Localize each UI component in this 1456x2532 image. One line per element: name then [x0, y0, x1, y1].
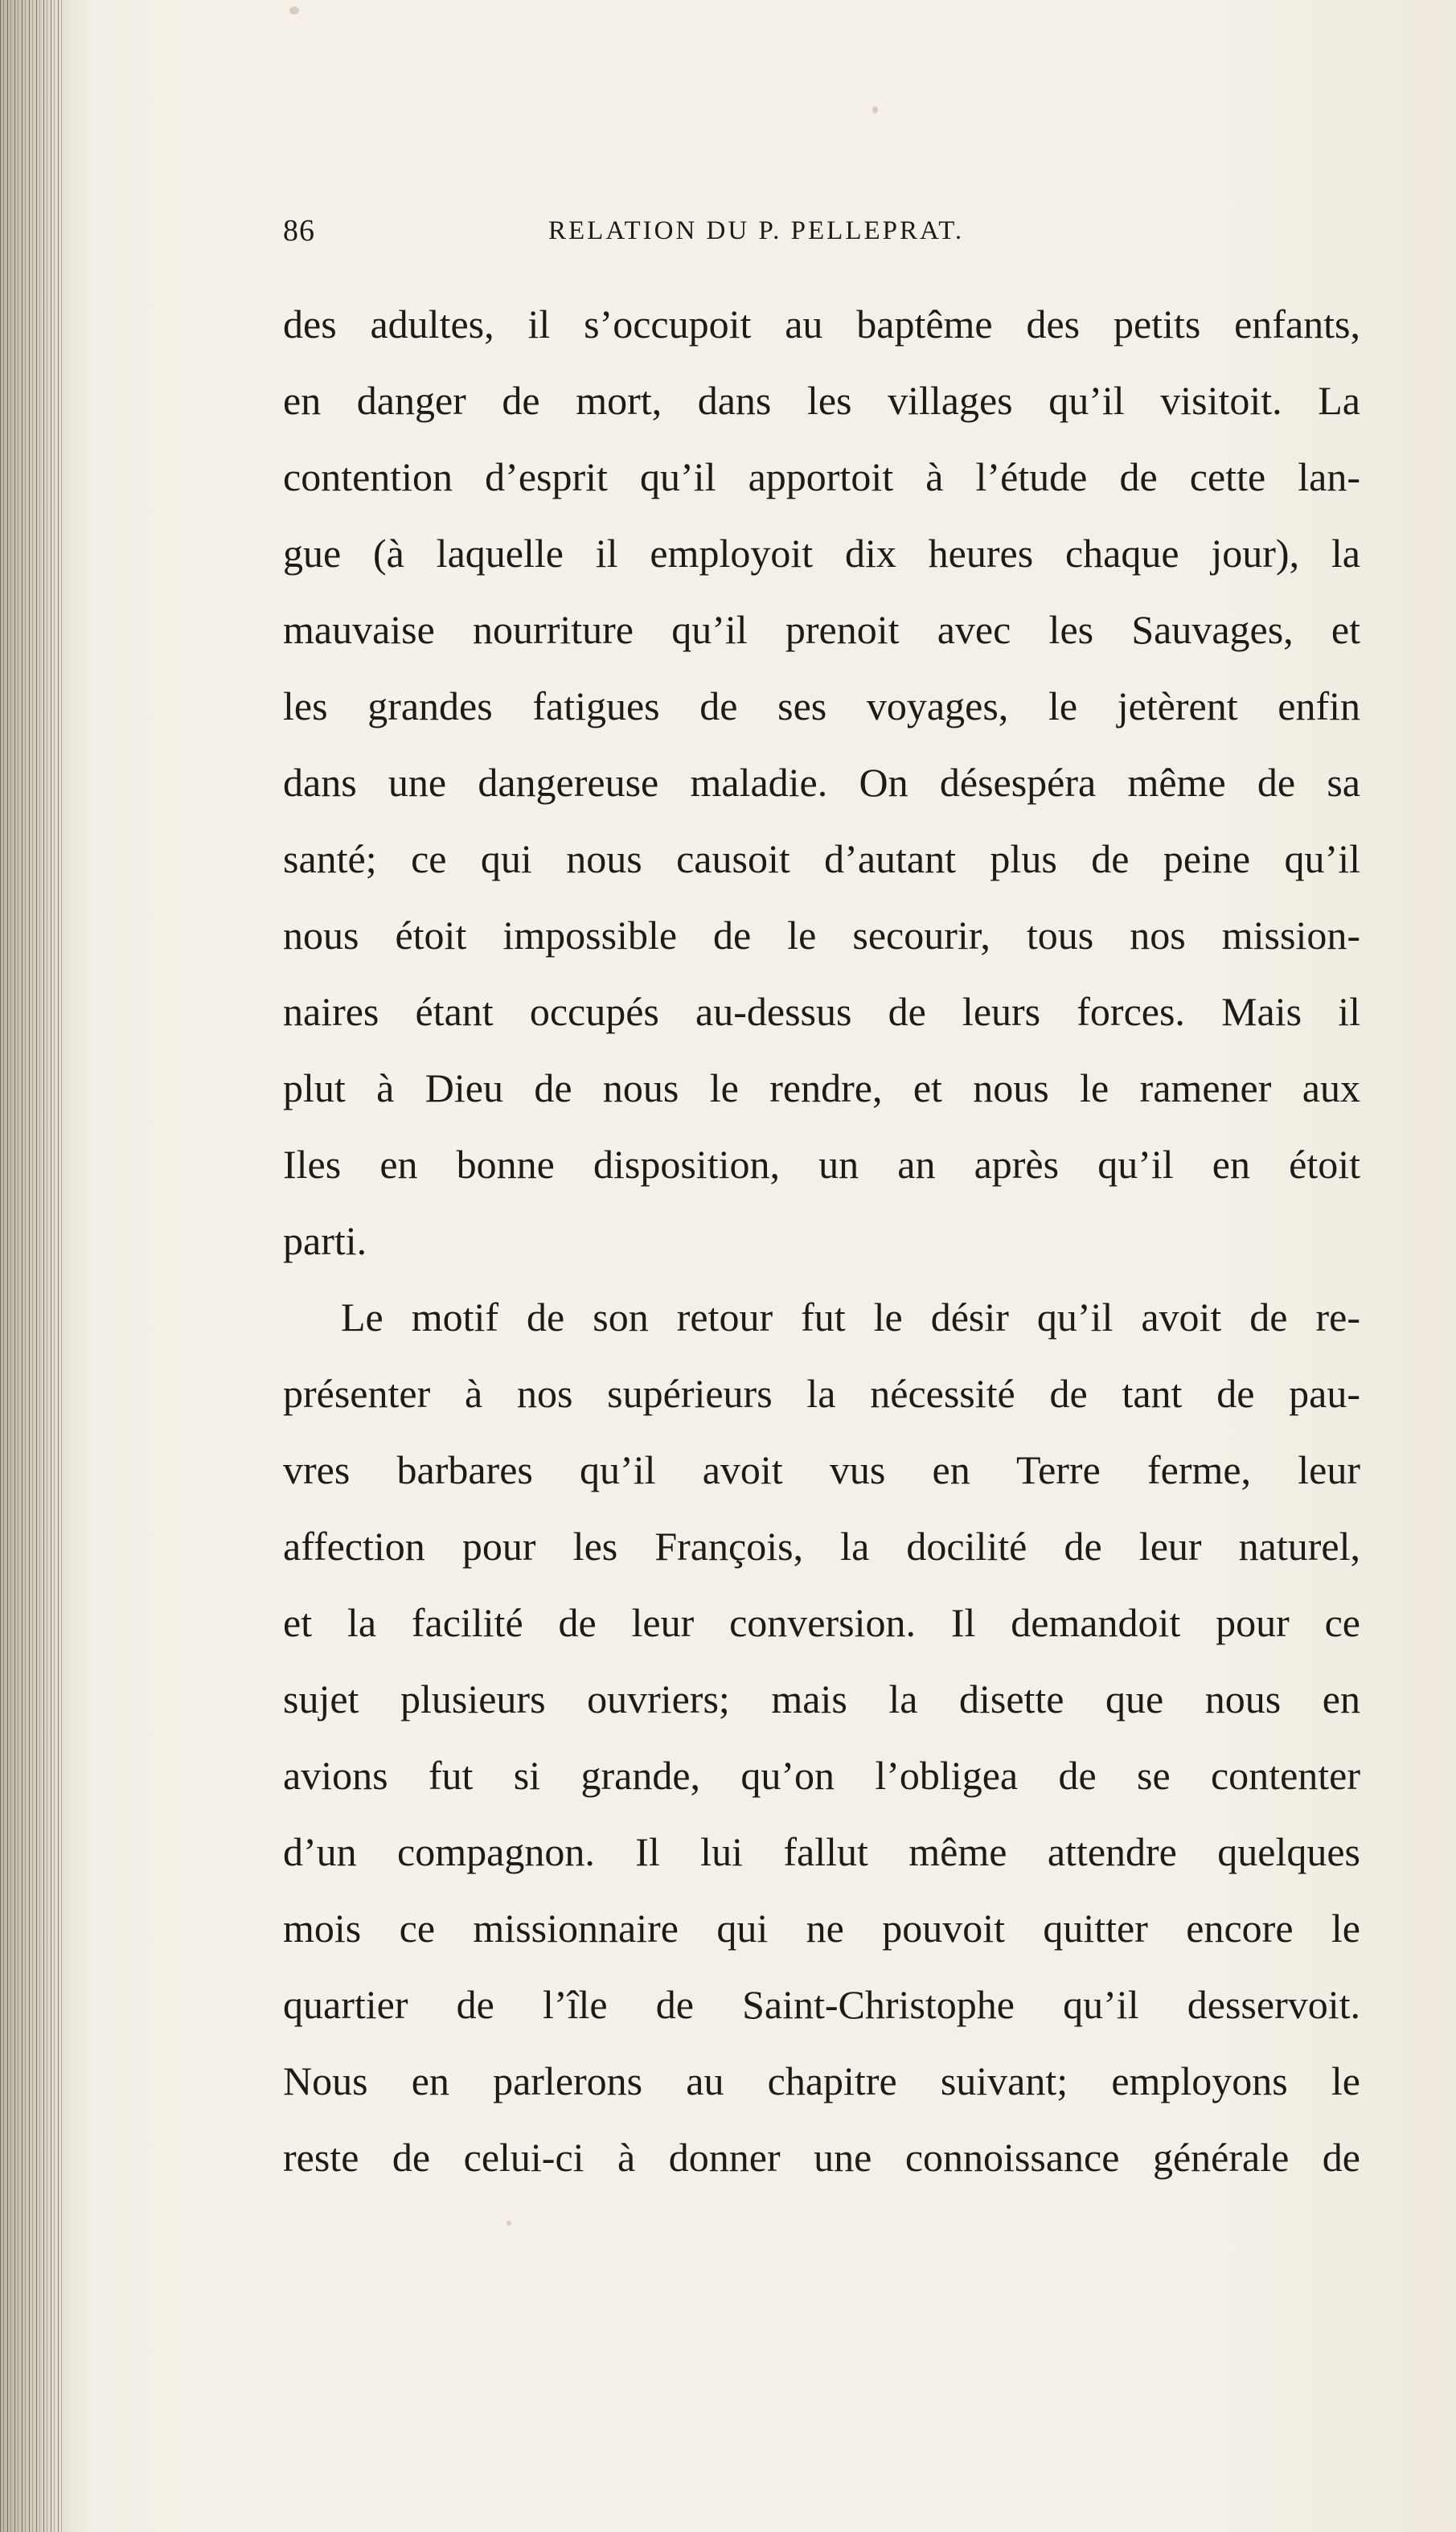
text-line: sujet plusieurs ouvriers; mais la disette que nous en	[283, 1676, 1360, 1722]
text-line: reste de celui-ci à donner une connoissance générale de	[283, 2135, 1360, 2180]
text-line: gue (à laquelle il employoit dix heures chaque jour), la	[283, 531, 1360, 576]
paper-speck	[872, 106, 878, 113]
text-line: avions fut si grande, qu’on l’obligea de se contenter	[283, 1753, 1360, 1798]
text-line: naires étant occupés au-dessus de leurs forces. Mais il	[283, 989, 1360, 1034]
text-line: Iles en bonne disposition, un an après qu’il en étoit	[283, 1142, 1360, 1187]
text-line: plut à Dieu de nous le rendre, et nous le ramener aux	[283, 1065, 1360, 1110]
page-edges	[0, 0, 63, 2532]
text-line: contention d’esprit qu’il apportoit à l’étude de cette lan-	[283, 454, 1360, 499]
text-line: parti.	[283, 1218, 367, 1263]
text-line: quartier de l’île de Saint-Christophe qu’il desservoit.	[283, 1982, 1360, 2027]
text-line: mois ce missionnaire qui ne pouvoit quitter encore le	[283, 1906, 1360, 1951]
text-line: Le motif de son retour fut le désir qu’il avoit de re-	[341, 1295, 1360, 1340]
text-line: dans une dangereuse maladie. On désespéra même de sa	[283, 760, 1360, 805]
text-line: présenter à nos supérieurs la nécessité de tant de pau-	[283, 1371, 1360, 1416]
text-line: d’un compagnon. Il lui fallut même attendre quelques	[283, 1829, 1360, 1874]
page-header	[283, 211, 1360, 251]
paper-speck	[507, 2221, 511, 2226]
text-line: et la facilité de leur conversion. Il demandoit pour ce	[283, 1600, 1360, 1645]
paper-speck	[289, 6, 299, 14]
page-number: 86	[283, 214, 315, 248]
text-line: santé; ce qui nous causoit d’autant plus de peine qu’il	[283, 836, 1360, 881]
text-line: des adultes, il s’occupoit au baptême des petits enfants,	[283, 302, 1360, 347]
body-text	[283, 286, 1360, 2196]
paragraph	[283, 1279, 1360, 2196]
text-line: en danger de mort, dans les villages qu’il visitoit. La	[283, 378, 1360, 423]
text-line: mauvaise nourriture qu’il prenoit avec les Sauvages, et	[283, 607, 1360, 652]
running-head: RELATION DU P. PELLEPRAT.	[548, 216, 965, 245]
paragraph	[283, 286, 1360, 1279]
text-line: Nous en parlerons au chapitre suivant; employons le	[283, 2058, 1360, 2103]
text-line: affection pour les François, la docilité de leur naturel,	[283, 1524, 1360, 1569]
text-line: nous étoit impossible de le secourir, tous nos mission-	[283, 913, 1360, 958]
text-line: vres barbares qu’il avoit vus en Terre ferme, leur	[283, 1447, 1360, 1492]
text-line: les grandes fatigues de ses voyages, le jetèrent enfin	[283, 683, 1360, 728]
